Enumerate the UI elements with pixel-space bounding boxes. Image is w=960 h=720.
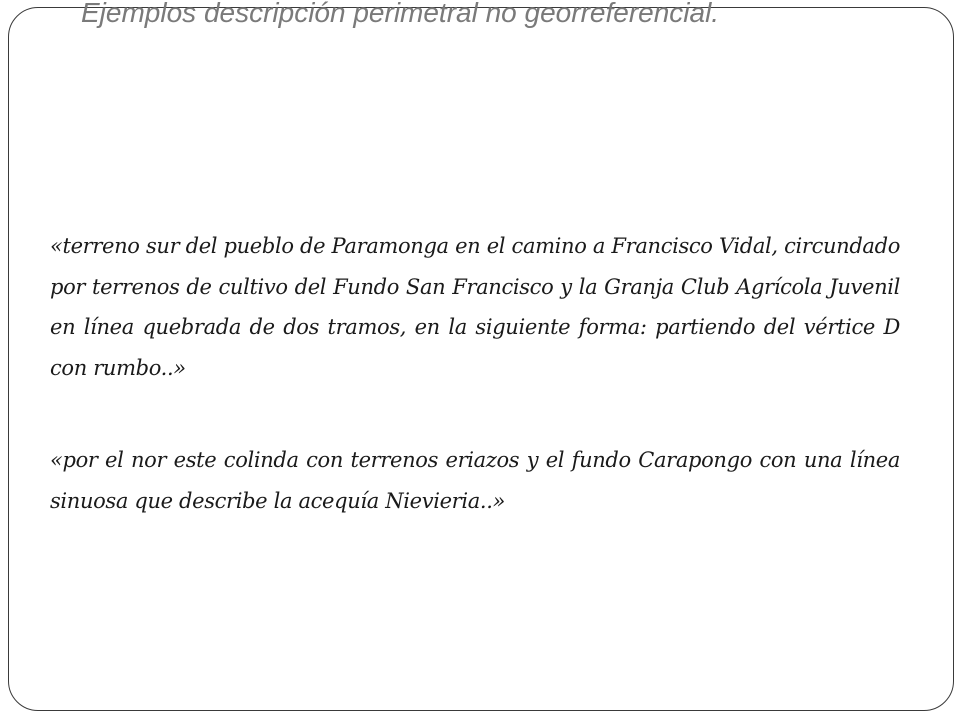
quote-paragraph-2: «por el nor este colinda con terrenos eriazos y el fundo Carapongo con una línea sinuosa que describe la acequía Nievieria..» (50, 448, 900, 513)
quote-paragraph-1: «terreno sur del pueblo de Paramonga en el camino a Francisco Vidal, circundado por terrenos de cultivo del Fundo San Francisco y la Granja Club Agrícola Juvenil en línea quebrada de dos tramos, en la siguiente forma: partiendo del vértice D con rumbo..» (50, 234, 900, 380)
slide-title: Ejemplos descripción perimetral no georreferencial. (81, 0, 720, 28)
slide-body (50, 226, 900, 521)
